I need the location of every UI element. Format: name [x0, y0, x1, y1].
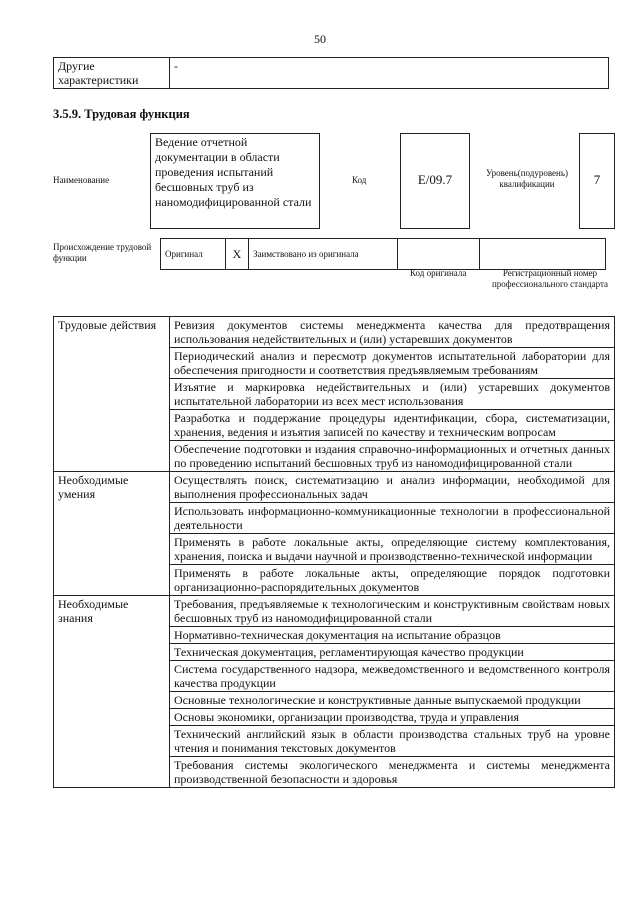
list-item: Основы экономики, организации производства, труда и управления: [170, 709, 615, 726]
reg-number-caption: Регистрационный номер профессионального стандарта: [491, 268, 609, 289]
category-required-skills: Необходимые умения: [54, 472, 170, 596]
other-characteristics-label: Другие характеристики: [54, 58, 170, 89]
other-characteristics-table: [53, 57, 609, 89]
page-number: 50: [314, 32, 326, 46]
origin-table: [160, 238, 606, 270]
list-item: Ревизия документов системы менеджмента качества для предотвращения использования недействительных и (или) устаревших документов: [170, 317, 615, 348]
list-item: Осуществлять поиск, систематизацию и анализ информации, необходимой для выполнения профессиональных задач: [170, 472, 615, 503]
list-item: Использовать информационно-коммуникационные технологии в профессиональной деятельности: [170, 503, 615, 534]
name-label: Наименование: [53, 175, 110, 185]
list-item: Применять в работе локальные акты, определяющие порядок подготовки организационно-распорядительных документов: [170, 565, 615, 596]
code-label: Код: [352, 175, 367, 185]
list-item: Система государственного надзора, межведомственного и ведомственного контроля качества продукции: [170, 661, 615, 692]
origin-label: Происхождение трудовой функции: [53, 242, 152, 263]
table-row: [54, 317, 615, 348]
function-code-box: Е/09.7: [400, 133, 470, 229]
function-name-box: Ведение отчетной документации в области проведения испытаний бесшовных труб из наномодифицированной стали: [150, 133, 320, 229]
original-label: Оригинал: [161, 239, 226, 270]
list-item: Техническая документация, регламентирующая качество продукции: [170, 644, 615, 661]
section-heading: 3.5.9. Трудовая функция: [53, 107, 190, 121]
list-item: Разработка и поддержание процедуры идентификации, сбора, систематизации, хранения, ведения и изъятия записей по качеству и техническим вопросам: [170, 410, 615, 441]
list-item: Периодический анализ и пересмотр документов испытательной лаборатории для обеспечения пригодности и соответствия предъявляемым требованиям: [170, 348, 615, 379]
list-item: Требования системы экологического менеджмента и системы менеджмента производственной безопасности и здоровья: [170, 757, 615, 788]
list-item: Технический английский язык в области производства стальных труб на уровне чтения и понимания текстовых документов: [170, 726, 615, 757]
list-item: Изъятие и маркировка недействительных и (или) устаревших документов испытательной лаборатории из всех мест использования: [170, 379, 615, 410]
code-original-cell: [398, 239, 480, 270]
list-item: Применять в работе локальные акты, определяющие систему комплектования, хранения, поиска и выдачи научной и производственно-технической информации: [170, 534, 615, 565]
qualification-level-box: 7: [579, 133, 615, 229]
code-original-caption: Код оригинала: [410, 268, 467, 278]
borrowed-label: Заимствовано из оригинала: [249, 239, 398, 270]
list-item: Обеспечение подготовки и издания справочно-информационных и отчетных данных по проведению испытаний бесшовных труб из наномодифицированной стали: [170, 441, 615, 472]
reg-number-cell: [480, 239, 606, 270]
table-row: [54, 596, 615, 627]
other-characteristics-value: -: [170, 58, 609, 89]
list-item: Нормативно-техническая документация на испытание образцов: [170, 627, 615, 644]
table-row: [54, 472, 615, 503]
list-item: Требования, предъявляемые к технологическим и конструктивным свойствам новых бесшовных труб из наномодифицированной стали: [170, 596, 615, 627]
category-required-knowledge: Необходимые знания: [54, 596, 170, 788]
original-mark: X: [226, 239, 249, 270]
qualification-level-label: Уровень(подуровень) квалификации: [486, 168, 568, 189]
function-details-table: [53, 316, 615, 788]
list-item: Основные технологические и конструктивные данные выпускаемой продукции: [170, 692, 615, 709]
category-labor-actions: Трудовые действия: [54, 317, 170, 472]
